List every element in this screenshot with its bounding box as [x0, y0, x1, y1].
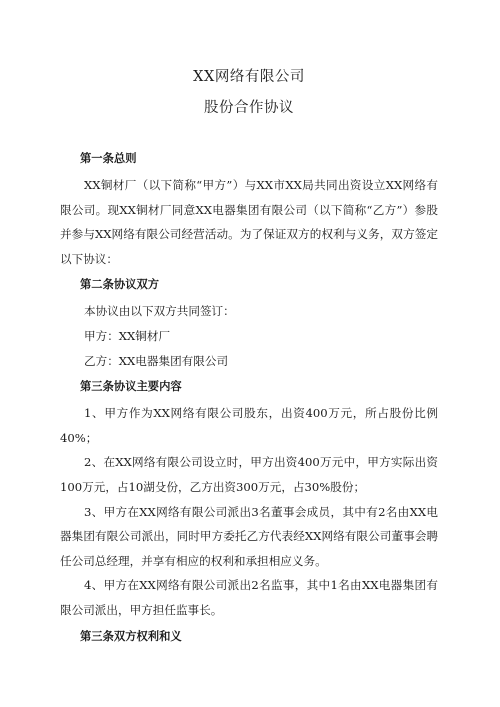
party-a-line: 甲方：XX铜材厂: [84, 328, 171, 343]
section-heading-main-content: 第三条协议主要内容: [80, 380, 182, 394]
section-heading-parties: 第二条协议双方: [80, 278, 160, 292]
clause-item: 4、甲方在XX网络有限公司派出2名监事，其中1名由XX电器集团有限公司派出，甲方担任监事长。: [60, 578, 438, 617]
section-paragraph: XX铜材厂（以下简称“甲方”）与XX市XX局共同出资设立XX网络有限公司。现XX铜材厂同意XX电器集团有限公司（以下简称“乙方”）参股并参与XX网络有限公司经营活动。为了保证双方的权利与义务，双方签定以下协议：: [60, 178, 438, 266]
party-b-line: 乙方：XX电器集团有限公司: [84, 353, 229, 368]
document-subtitle: 股份合作协议: [204, 100, 294, 116]
document-title: XX网络有限公司: [193, 69, 305, 85]
clause-item: 2、在XX网络有限公司设立时，甲方出资400万元中，甲方实际出资100万元，占10湖殳份，乙方出资300万元，占30%股份；: [60, 455, 438, 494]
section-heading-rights-obligations: 第三条双方权利和义: [80, 629, 182, 643]
section-paragraph: 本协议由以下双方共同签订：: [84, 304, 235, 319]
section-heading-general: 第一条总则: [80, 152, 137, 165]
clause-item: 3、甲方在XX网络有限公司派出3名董事会成员，其中有2名由XX电器集团有限公司派出，同时甲方委托乙方代表经XX网络有限公司董事会聘任公司总经理，并享有相应的权利和承担相应义务。: [60, 504, 438, 568]
clause-item: 1、甲方作为XX网络有限公司股东，出资400万元，所占股份比例40%；: [60, 406, 438, 445]
